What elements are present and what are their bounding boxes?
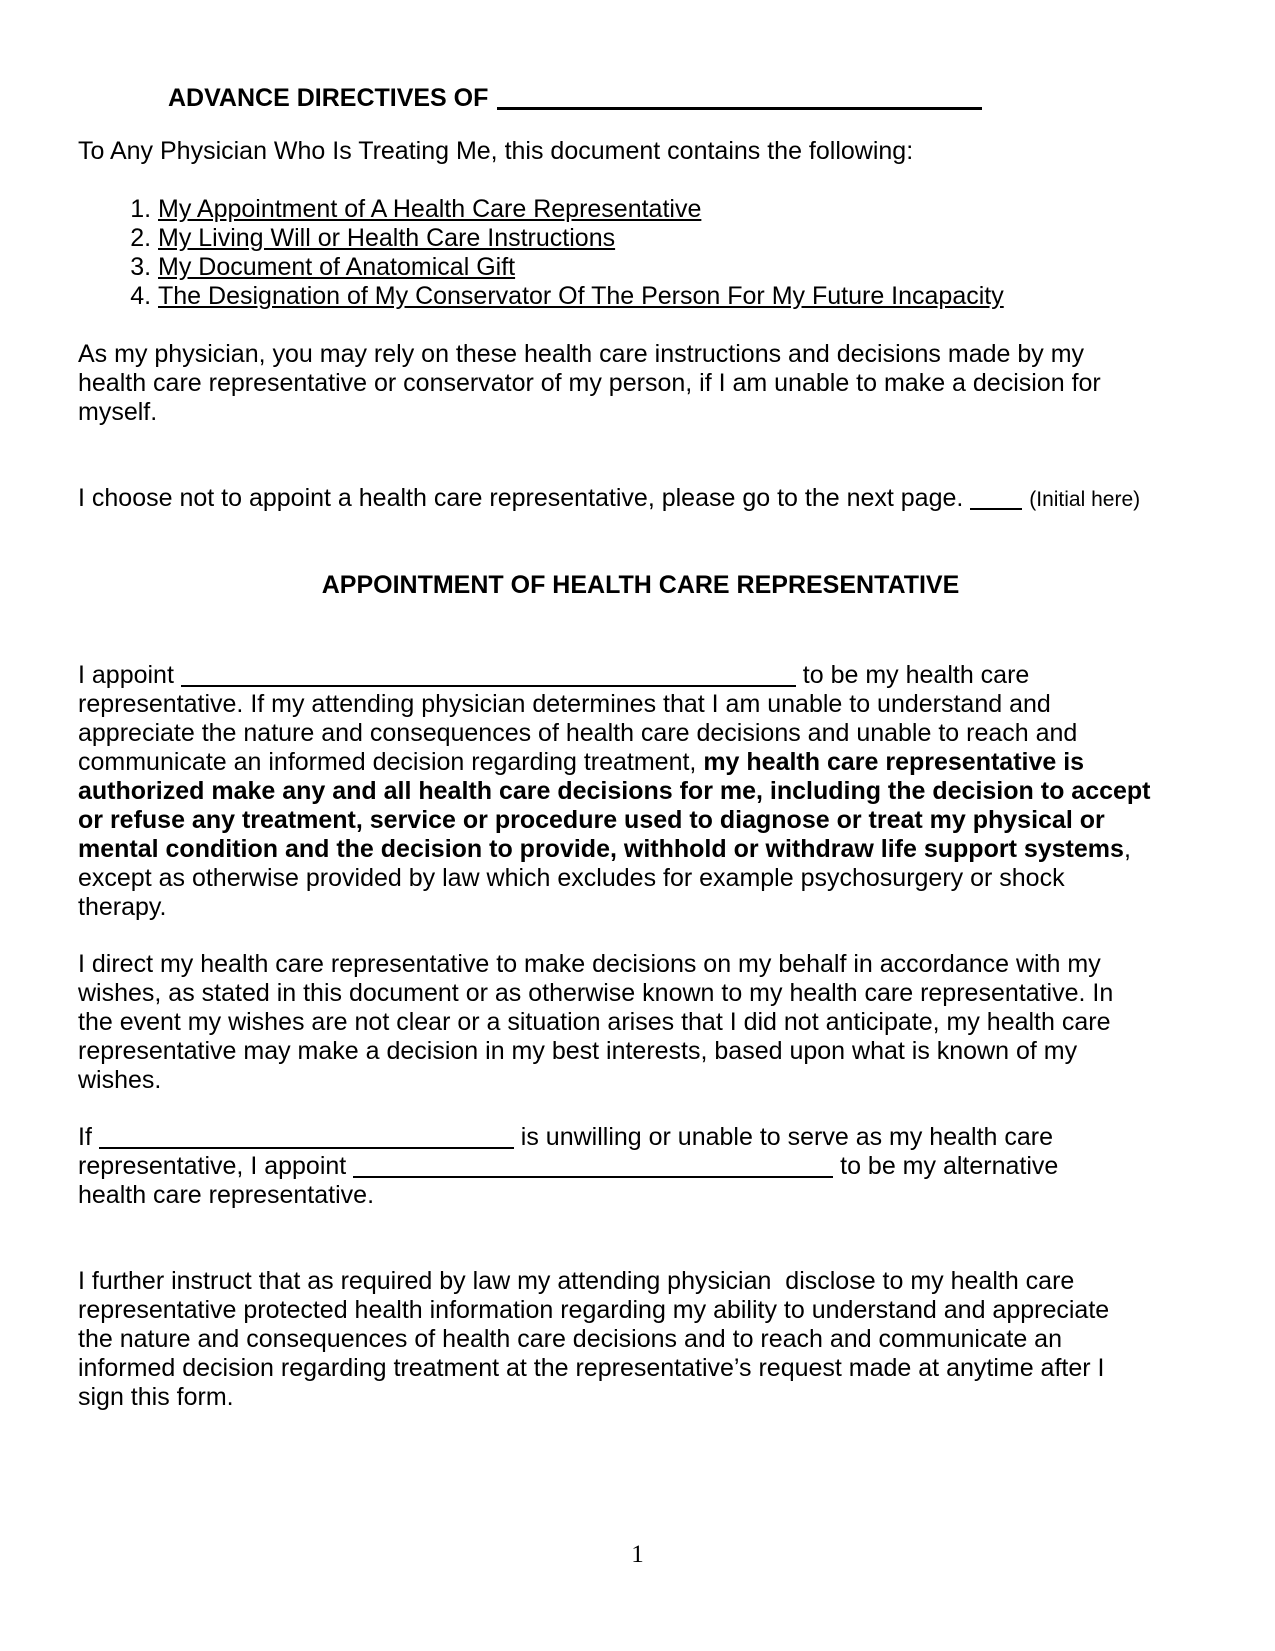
small-text-segment: (Initial here) — [1029, 488, 1141, 511]
text-segment: sign this form. — [78, 1383, 234, 1411]
text-segment: representative. If my attending physician determines that I am unable to understand and — [78, 690, 1051, 718]
text-segment: the event my wishes are not clear or a situation arises that I did not anticipate, my health care — [78, 1008, 1111, 1036]
title-name-blank — [497, 87, 982, 110]
text-segment: I direct my health care representative to make decisions on my behalf in accordance with my — [78, 950, 1101, 978]
initial-blank — [970, 488, 1022, 510]
contents-list — [78, 195, 1203, 311]
text-segment: I further instruct that as required by law my attending physician disclose to my health care — [78, 1267, 1075, 1295]
text-segment: wishes, as stated in this document or as otherwise known to my health care representative. In — [78, 979, 1114, 1007]
text-segment: health care representative or conservator of my person, if I am unable to make a decision for — [78, 369, 1101, 397]
text-segment: myself. — [78, 398, 158, 426]
bold-text-segment: mental condition and the decision to provide, withhold or withdraw life support systems — [78, 835, 1124, 863]
decline-representative-paragraph — [78, 484, 1203, 514]
text-segment: representative may make a decision in my best interests, based upon what is known of my — [78, 1037, 1078, 1065]
text-segment: If — [78, 1123, 99, 1151]
alternative-representative-paragraph — [78, 1123, 1203, 1210]
text-segment: therapy. — [78, 893, 167, 921]
contents-list-item-text: My Living Will or Health Care Instructions — [158, 224, 616, 252]
contents-list-item-text: The Designation of My Conservator Of The Person For My Future Incapacity — [158, 282, 1004, 310]
text-segment: appreciate the nature and consequences of health care decisions and unable to reach and — [78, 719, 1078, 747]
text-segment: is unwilling or unable to serve as my health care — [513, 1123, 1054, 1151]
document-title — [168, 84, 1203, 113]
text-segment: the nature and consequences of health care decisions and to reach and communicate an — [78, 1325, 1062, 1353]
text-segment: I appoint — [78, 661, 181, 689]
section-heading: APPOINTMENT OF HEALTH CARE REPRESENTATIVE — [321, 571, 960, 599]
page-number: 1 — [631, 1541, 644, 1568]
text-segment: As my physician, you may rely on these health care instructions and decisions made by my — [78, 340, 1085, 368]
appointment-paragraph — [78, 661, 1203, 922]
contents-list-item — [158, 224, 1203, 253]
bold-text-segment: authorized make any and all health care decisions for me, including the decision to accept — [78, 777, 1151, 805]
disclosure-paragraph — [78, 1267, 1203, 1412]
text-segment: I choose not to appoint a health care representative, please go to the next page. — [78, 484, 971, 512]
alt-blank — [353, 1156, 833, 1178]
contents-list-item-text: My Document of Anatomical Gift — [158, 253, 516, 281]
contents-list-item — [158, 195, 1203, 224]
text-segment: to be my health care — [795, 661, 1030, 689]
appoint-blank — [181, 665, 796, 687]
text-segment: wishes. — [78, 1066, 162, 1094]
contents-list-item-text: My Appointment of A Health Care Representative — [158, 195, 702, 223]
contents-list-item — [158, 253, 1203, 282]
document-title-text: ADVANCE DIRECTIVES OF — [168, 84, 489, 112]
bold-text-segment: my health care representative is — [703, 748, 1085, 776]
text-segment: except as otherwise provided by law which excludes for example psychosurgery or shock — [78, 864, 1065, 892]
bold-text-segment: or refuse any treatment, service or procedure used to diagnose or treat my physical or — [78, 806, 1105, 834]
text-segment: , — [1123, 835, 1131, 863]
contents-list-item — [158, 282, 1203, 311]
intro-paragraph: To Any Physician Who Is Treating Me, this document contains the following: — [78, 137, 914, 165]
text-segment: informed decision regarding treatment at the representative’s request made at anytime after I — [78, 1354, 1105, 1382]
if-blank — [99, 1127, 514, 1149]
text-segment: to be my alternative — [833, 1152, 1059, 1180]
physician-reliance-paragraph — [78, 340, 1203, 427]
text-segment: representative protected health information regarding my ability to understand and appreciate — [78, 1296, 1110, 1324]
text-segment: representative, I appoint — [78, 1152, 354, 1180]
text-segment: health care representative. — [78, 1181, 375, 1209]
text-segment: communicate an informed decision regarding treatment, — [78, 748, 704, 776]
direction-paragraph — [78, 950, 1203, 1095]
